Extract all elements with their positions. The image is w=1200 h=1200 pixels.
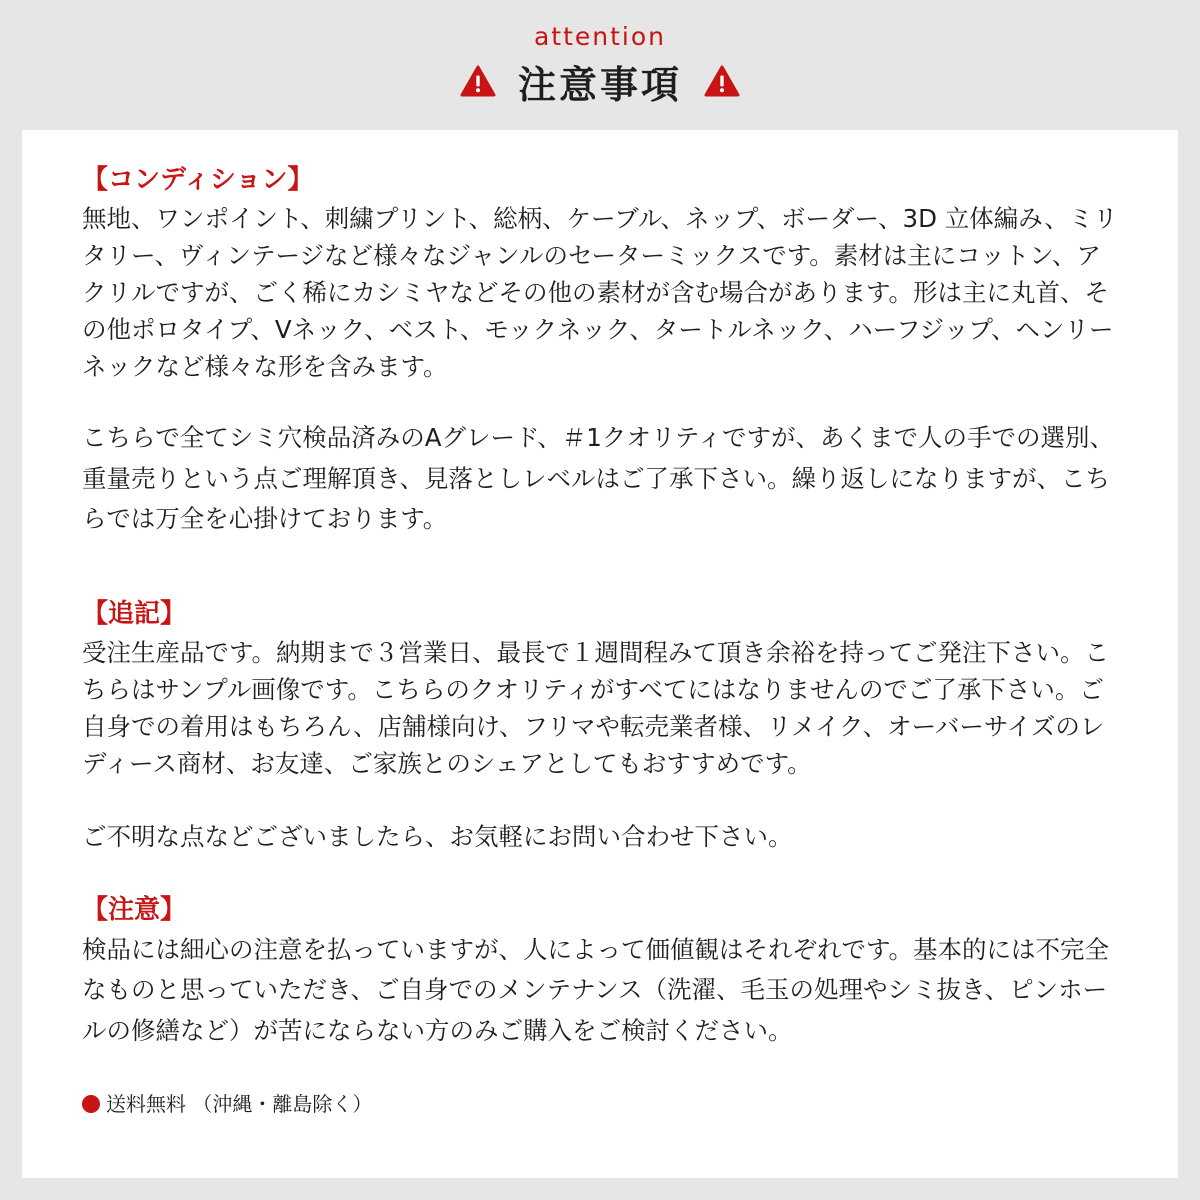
shipping-note: [82, 1089, 1122, 1119]
shipping-note-text: 送料無料 （沖縄・離島除く）: [106, 1092, 373, 1116]
condition-paragraph-2: こちらで全てシミ穴検品済みのAグレード、＃1クオリティですが、あくまで人の手での選別、重量売りという点ご理解頂き、見落としレベルはご了承下さい。繰り返しになりますが、こちらでは万全を心掛けております。: [82, 423, 1114, 533]
title-row: [0, 56, 1200, 106]
page-title: 注意事項: [517, 62, 682, 107]
condition-heading: 【コンディション】: [82, 165, 314, 195]
page-header: [0, 0, 1200, 130]
caution-heading: 【注意】: [82, 894, 187, 925]
condition-paragraph-1: 無地、ワンポイント、刺繍プリント、総柄、ケーブル、ネップ、ボーダー、3D 立体編み、ミリタリー、ヴィンテージなど様々なジャンルのセーターミックスです。素材は主にコットン、アクリルですが、ごく稀にカシミヤなどその他の素材が含む場合があります。形は主に丸首、その他ポロタイプ、Vネック、ベスト、モックネック、タートルネック、ハーフジップ、ヘンリーネックなど様々な形を含みます。: [82, 204, 1118, 381]
notice-content: [82, 156, 1122, 1119]
addendum-heading: 【追記】: [82, 598, 187, 629]
attention-subtitle: attention: [533, 22, 667, 51]
notice-card: [22, 130, 1178, 1178]
addendum-paragraph-2: ご不明な点などございましたら、お気軽にお問い合わせ下さい。: [82, 821, 793, 851]
addendum-paragraph-1: 受注生産品です。納期まで３営業日、最長で１週間程みて頂き余裕を持ってご発注下さい。こちらはサンプル画像です。こちらのクオリティがすべてにはなりませんのでご了承下さい。ご自身での着用はもちろん、店舗様向け、フリマや転売業者様、リメイク、オーバーサイズのレディース商材、お友達、ご家族とのシェアとしてもおすすめです。: [82, 637, 1110, 778]
caution-paragraph-1: 検品には細心の注意を払っていますが、人によって価値観はそれぞれです。基本的には不完全なものと思っていただき、ご自身でのメンテナンス（洗濯、毛玉の処理やシミ抜き、ピンホールの修繕など）が苦にならない方のみご購入をご検討ください。: [82, 934, 1110, 1045]
warning-triangle-icon: [704, 65, 740, 97]
warning-triangle-icon: [460, 65, 496, 97]
red-dot-icon: [82, 1095, 100, 1113]
